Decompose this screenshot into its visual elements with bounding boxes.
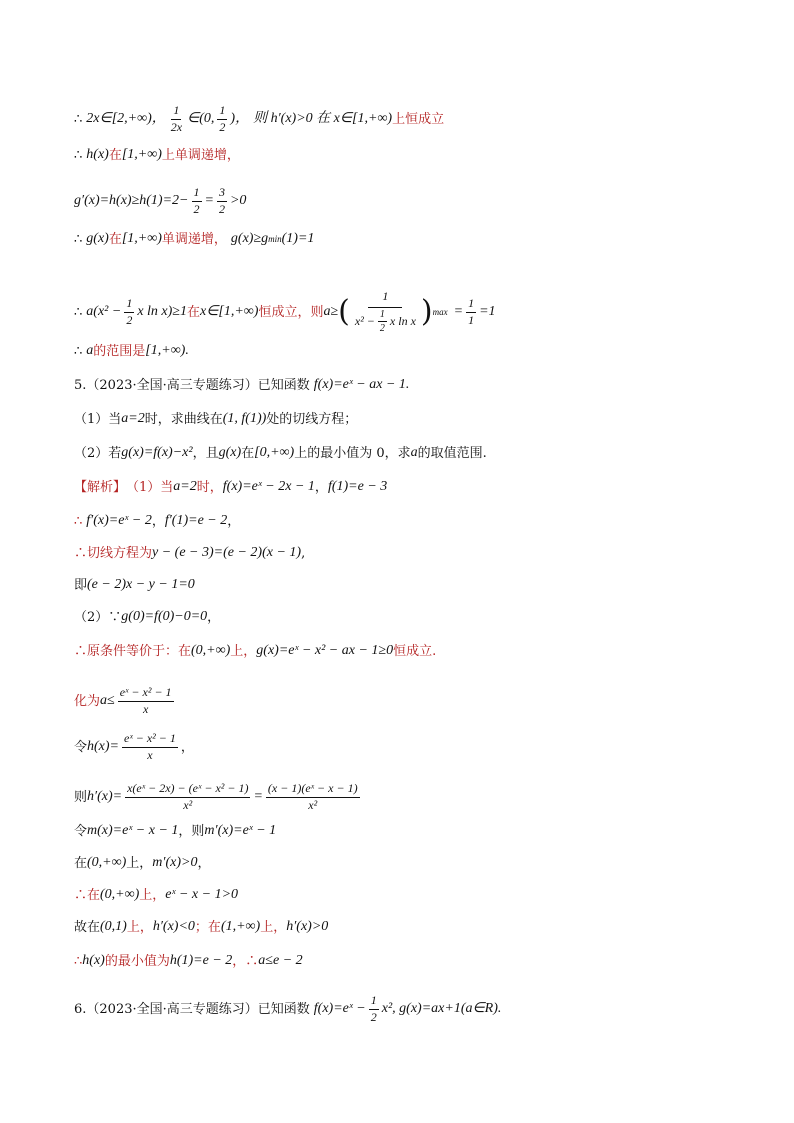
fraction bbox=[266, 782, 360, 813]
numerator: 1 bbox=[378, 309, 387, 323]
math-text: f(1)=e − 3 bbox=[327, 479, 388, 494]
fraction bbox=[466, 297, 476, 328]
left-paren: ( bbox=[338, 294, 350, 330]
math-text: f(x)=eˣ − 2x − 1 bbox=[222, 479, 315, 494]
problem-5-part-1 bbox=[74, 412, 734, 426]
math-text: a bbox=[410, 445, 418, 460]
math-text: h(x) bbox=[82, 953, 105, 968]
denominator bbox=[353, 308, 418, 335]
numerator: 1 bbox=[466, 297, 476, 313]
line-define-h bbox=[74, 732, 734, 763]
line-g-increasing bbox=[74, 232, 734, 246]
punctuation: , bbox=[301, 545, 306, 561]
punctuation: ， bbox=[151, 513, 165, 529]
math-text: g(x)≥g bbox=[230, 231, 269, 246]
line-equivalent-condition bbox=[74, 644, 734, 658]
math-text: a≤ bbox=[100, 693, 115, 709]
math-text: a≤e − 2 bbox=[258, 953, 303, 968]
therefore-symbol: ∴ bbox=[74, 513, 83, 529]
math-text: f(x)=eˣ − ax − 1. bbox=[313, 377, 410, 392]
math-text: a(x² − bbox=[86, 304, 122, 320]
math-text: (0,+∞) bbox=[100, 887, 140, 902]
denominator: 2 bbox=[218, 201, 225, 216]
red-text: 时， bbox=[196, 479, 223, 495]
line-rewrite-a bbox=[74, 686, 734, 717]
red-text: 在 bbox=[186, 304, 200, 320]
math-text: (1)=1 bbox=[281, 231, 315, 246]
math-text: a=2 bbox=[121, 411, 145, 426]
math-text: [0,+∞) bbox=[254, 445, 295, 460]
numerator: eˣ − x² − 1 bbox=[118, 686, 174, 702]
red-text: 上， bbox=[260, 919, 287, 935]
line-a-condition bbox=[74, 290, 734, 335]
red-text: 的范围是 bbox=[93, 343, 146, 359]
line-tangent-final bbox=[74, 578, 734, 592]
text: 在 bbox=[74, 855, 88, 871]
red-text: 恒成立，则 bbox=[258, 304, 324, 320]
math-text: m′(x)=eˣ − 1 bbox=[204, 823, 277, 838]
denominator: x² bbox=[183, 797, 193, 812]
fraction bbox=[169, 104, 184, 135]
fraction bbox=[217, 186, 227, 217]
text: 令 bbox=[74, 739, 88, 755]
math-text: = bbox=[204, 193, 214, 209]
red-text: 的最小值为 bbox=[104, 953, 170, 969]
problem-5-part-2 bbox=[74, 446, 734, 460]
line-h-monotonic bbox=[74, 920, 734, 934]
problem-text: 上的最小值为 0，求 bbox=[294, 445, 411, 461]
line-m-prime-positive bbox=[74, 856, 734, 870]
fraction bbox=[353, 290, 418, 335]
line-h-increasing bbox=[74, 148, 734, 162]
numerator: x(eˣ − 2x) − (eˣ − x² − 1) bbox=[125, 782, 250, 798]
math-text: (0,+∞) bbox=[87, 855, 127, 870]
math-text: ∈(0, bbox=[187, 111, 215, 127]
red-text: （1）当 bbox=[126, 479, 174, 495]
denominator: 2 bbox=[370, 1009, 377, 1024]
line-exp-positive bbox=[74, 888, 734, 902]
solution-start bbox=[74, 480, 734, 494]
math-text: g(0)=f(0)−0=0 bbox=[121, 609, 208, 624]
math-text: 则 h′(x)>0 在 x∈[1,+∞) bbox=[253, 111, 393, 127]
math-text: x∈[1,+∞) bbox=[200, 304, 259, 320]
denominator: 2 bbox=[219, 119, 226, 134]
math-text: h(1)=e − 2 bbox=[169, 953, 233, 968]
fraction bbox=[118, 686, 174, 717]
right-paren: ) bbox=[420, 294, 433, 330]
math-text: g(x)=eˣ − x² − ax − 1≥0 bbox=[256, 643, 394, 658]
text: 即 bbox=[74, 577, 88, 593]
punctuation: ， bbox=[227, 513, 241, 529]
math-text: (1, f(1)) bbox=[222, 411, 267, 426]
math-text: m(x)=eˣ − x − 1 bbox=[87, 823, 179, 838]
math-text: h′(x)<0 bbox=[152, 919, 195, 934]
red-text: 化为 bbox=[74, 693, 101, 709]
fraction bbox=[369, 994, 379, 1025]
red-text: 恒成立. bbox=[393, 643, 437, 659]
problem-text: ，且 bbox=[192, 445, 219, 461]
line-h-min bbox=[74, 954, 734, 968]
math-text: =1 bbox=[479, 304, 496, 320]
problem-5-statement bbox=[74, 378, 734, 392]
math-text: eˣ − x − 1>0 bbox=[165, 887, 239, 902]
math-text: m′(x)>0 bbox=[152, 855, 198, 870]
denominator: x bbox=[147, 747, 153, 762]
therefore-symbol: ∴ bbox=[74, 231, 83, 247]
denominator-part: x² − bbox=[354, 313, 375, 328]
therefore-symbol: ∴ bbox=[74, 343, 83, 359]
line-h-prime bbox=[74, 782, 734, 813]
punctuation: ， bbox=[180, 739, 194, 755]
math-text: >0 bbox=[229, 193, 247, 209]
problem-text: 的取值范围. bbox=[417, 445, 487, 461]
math-text: f′(x)=eˣ − 2 bbox=[86, 513, 152, 528]
denominator: x bbox=[142, 701, 149, 716]
line-a-range bbox=[74, 344, 734, 358]
denominator: 2 bbox=[193, 201, 200, 216]
red-text: 单调递增， bbox=[161, 231, 227, 247]
punctuation: ， bbox=[197, 855, 211, 871]
math-text: h(x) bbox=[86, 147, 109, 162]
text: 令 bbox=[74, 823, 88, 839]
math-text: a≥ bbox=[323, 304, 339, 320]
problem-text: （1）当 bbox=[74, 411, 122, 427]
math-text: h′(x)>0 bbox=[286, 919, 329, 934]
therefore-symbol: ∴ bbox=[74, 147, 83, 163]
fraction bbox=[122, 732, 178, 763]
numerator: 1 bbox=[124, 297, 134, 313]
math-text: g(x) bbox=[86, 231, 109, 246]
denominator: 2 bbox=[126, 312, 133, 327]
math-text: f′(1)=e − 2 bbox=[164, 513, 228, 528]
problem-text: 6.（2023·全国·高三专题练习）已知函数 bbox=[74, 1001, 310, 1017]
problem-text: 处的切线方程； bbox=[266, 411, 358, 427]
problem-text: （2）若 bbox=[74, 445, 122, 461]
problem-text: 5.（2023·全国·高三专题练习）已知函数 bbox=[74, 377, 310, 393]
red-text: 上恒成立 bbox=[392, 111, 445, 127]
text: 上， bbox=[126, 855, 153, 871]
numerator: (x − 1)(eˣ − x − 1) bbox=[266, 782, 360, 798]
fraction bbox=[125, 782, 250, 813]
text: ，则 bbox=[178, 823, 205, 839]
denominator-part: x ln x bbox=[389, 313, 416, 328]
problem-text: 在 bbox=[241, 445, 255, 461]
red-text: ∴切线方程为 bbox=[74, 545, 153, 561]
numerator: 3 bbox=[217, 186, 227, 202]
fraction bbox=[378, 309, 387, 335]
line-g-prime bbox=[74, 186, 734, 217]
red-text: ；在 bbox=[194, 919, 221, 935]
therefore-symbol: ∴ bbox=[74, 111, 83, 127]
fraction bbox=[217, 104, 227, 135]
numerator: eˣ − x² − 1 bbox=[122, 732, 178, 748]
therefore-symbol: ∴ bbox=[74, 304, 83, 320]
line-define-m bbox=[74, 824, 734, 838]
punctuation: ， bbox=[314, 479, 328, 495]
punctuation: ， bbox=[207, 609, 221, 625]
text: 故在 bbox=[74, 919, 101, 935]
numerator: 1 bbox=[171, 104, 181, 120]
red-text: 上， bbox=[126, 919, 153, 935]
red-text: ∴原条件等价于：在 bbox=[74, 643, 192, 659]
problem-text: 时，求曲线在 bbox=[144, 411, 223, 427]
denominator: x² bbox=[308, 797, 318, 812]
red-text: 上单调递增， bbox=[161, 147, 240, 163]
red-text: 上， bbox=[139, 887, 166, 903]
math-text: [1,+∞). bbox=[145, 343, 189, 358]
math-text: h(x)= bbox=[87, 739, 120, 755]
line-tangent bbox=[74, 546, 734, 560]
red-text: 在 bbox=[108, 147, 122, 163]
math-text: g′(x)=h(x)≥h(1)=2− bbox=[74, 193, 189, 209]
math-text: = bbox=[253, 789, 263, 805]
math-text: (0,+∞) bbox=[191, 643, 231, 658]
math-text: x ln x)≥1 bbox=[137, 304, 187, 320]
fraction bbox=[124, 297, 134, 328]
text: 则 bbox=[74, 789, 88, 805]
numerator: 1 bbox=[192, 186, 202, 202]
math-text: [1,+∞) bbox=[121, 231, 162, 246]
denominator: 2x bbox=[170, 119, 183, 134]
red-text: ∴ bbox=[74, 953, 83, 969]
math-text: x², g(x)=ax+1(a∈R). bbox=[381, 1001, 502, 1017]
math-text: [1,+∞) bbox=[121, 147, 162, 162]
math-text: (1,+∞) bbox=[220, 919, 261, 934]
numerator: 1 bbox=[217, 104, 227, 120]
subscript: min bbox=[268, 233, 282, 244]
math-text: g(x)=f(x)−x² bbox=[121, 445, 193, 460]
red-text: 上， bbox=[230, 643, 257, 659]
math-text: h′(x)= bbox=[87, 789, 123, 805]
red-text: ∴在 bbox=[74, 887, 101, 903]
text: （2）∵ bbox=[74, 609, 122, 625]
problem-6-statement bbox=[74, 994, 734, 1025]
red-text: ，∴ bbox=[232, 953, 259, 969]
line-part-2-start bbox=[74, 610, 734, 624]
numerator: 1 bbox=[369, 994, 379, 1010]
math-text: g(x) bbox=[218, 445, 242, 460]
red-text: 在 bbox=[108, 231, 122, 247]
math-text: f(x)=eˣ − bbox=[313, 1001, 366, 1017]
numerator: 1 bbox=[368, 290, 402, 308]
math-text: y − (e − 3)=(e − 2)(x − 1) bbox=[152, 545, 302, 560]
math-text: 2x∈[2,+∞)， bbox=[86, 111, 166, 127]
line-f-prime bbox=[74, 514, 734, 528]
denominator: 2 bbox=[379, 323, 385, 335]
math-text: a bbox=[86, 343, 94, 358]
math-text: (e − 2)x − y − 1=0 bbox=[87, 577, 195, 592]
math-text: = bbox=[453, 304, 464, 320]
line-2x-range bbox=[74, 104, 734, 135]
math-text: a=2 bbox=[173, 479, 197, 494]
solution-label: 【解析】 bbox=[74, 479, 127, 495]
subscript: max bbox=[432, 306, 448, 317]
fraction bbox=[192, 186, 202, 217]
math-text: )， bbox=[230, 111, 250, 127]
math-text: (0,1) bbox=[100, 919, 127, 934]
denominator: 1 bbox=[468, 312, 475, 327]
